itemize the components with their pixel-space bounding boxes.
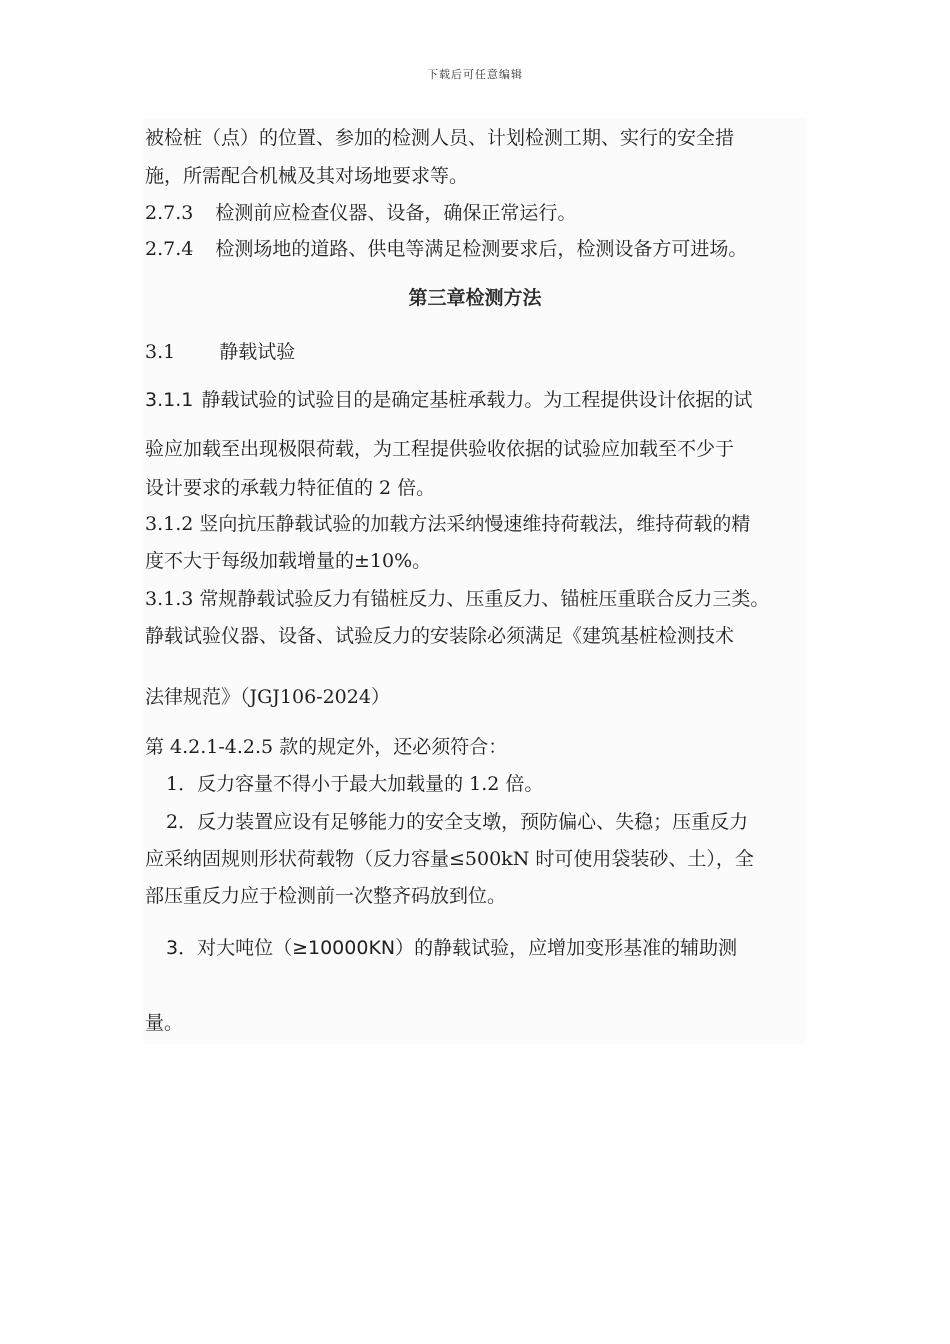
list-item: 1．反力容量不得小于最大加载量的 1.2 倍。 <box>166 773 544 795</box>
paragraph-line: 度不大于每级加载增量的±10%。 <box>145 550 432 572</box>
paragraph-line: 验应加载至出现极限荷载，为工程提供验收依据的试验应加载至不少于 <box>145 438 735 460</box>
paragraph-line: 被检桩（点）的位置、参加的检测人员、计划检测工期、实行的安全措 <box>145 127 735 149</box>
list-item: 3．对大吨位（≥10000KN）的静载试验，应增加变形基准的辅助测 <box>166 937 738 959</box>
paragraph-line: 静载试验仪器、设备、试验反力的安装除必须满足《建筑基桩检测技术 <box>145 625 735 647</box>
section-text: 静载试验的试验目的是确定基桩承载力。为工程提供设计依据的试 <box>201 389 753 411</box>
paragraph-line: 量。 <box>145 1012 184 1034</box>
list-item: 2．反力装置应设有足够能力的安全支墩，预防偏心、失稳；压重反力 <box>166 811 749 833</box>
paragraph-line: 法律规范》（JGJ106-2024） <box>145 686 390 708</box>
paragraph-line: 设计要求的承载力特征值的 2 倍。 <box>145 477 436 499</box>
section-text: 静载试验 <box>219 341 296 363</box>
paragraph-line: 施，所需配合机械及其对场地要求等。 <box>145 165 469 187</box>
chapter-title: 第三章检测方法 <box>408 287 542 309</box>
section-number: 3.1 <box>145 341 176 363</box>
section-text: 检测场地的道路、供电等满足检测要求后，检测设备方可进场。 <box>215 238 748 260</box>
paragraph-line: 部压重反力应于检测前一次整齐码放到位。 <box>145 885 507 907</box>
page-header-note: 下载后可任意编辑 <box>427 68 523 81</box>
paragraph-line: 3.1.2 竖向抗压静载试验的加载方法采纳慢速维持荷载法，维持荷载的精 <box>145 513 751 535</box>
section-number: 3.1.1 <box>145 389 194 411</box>
section-2-7-3 <box>145 201 576 225</box>
section-number: 2.7.4 <box>145 238 194 260</box>
section-text: 检测前应检查仪器、设备，确保正常运行。 <box>215 202 577 224</box>
section-3-1 <box>145 340 295 364</box>
section-2-7-4 <box>145 237 747 261</box>
paragraph-line: 应采纳固规则形状荷载物（反力容量≤500kN 时可使用袋装砂、土），全 <box>145 848 754 870</box>
section-number: 2.7.3 <box>145 202 194 224</box>
section-3-1-1 <box>145 388 752 412</box>
paragraph-line: 第 4.2.1-4.2.5 款的规定外，还必须符合： <box>145 736 508 758</box>
paragraph-line: 3.1.3 常规静载试验反力有锚桩反力、压重反力、锚桩压重联合反力三类。 <box>145 588 770 610</box>
